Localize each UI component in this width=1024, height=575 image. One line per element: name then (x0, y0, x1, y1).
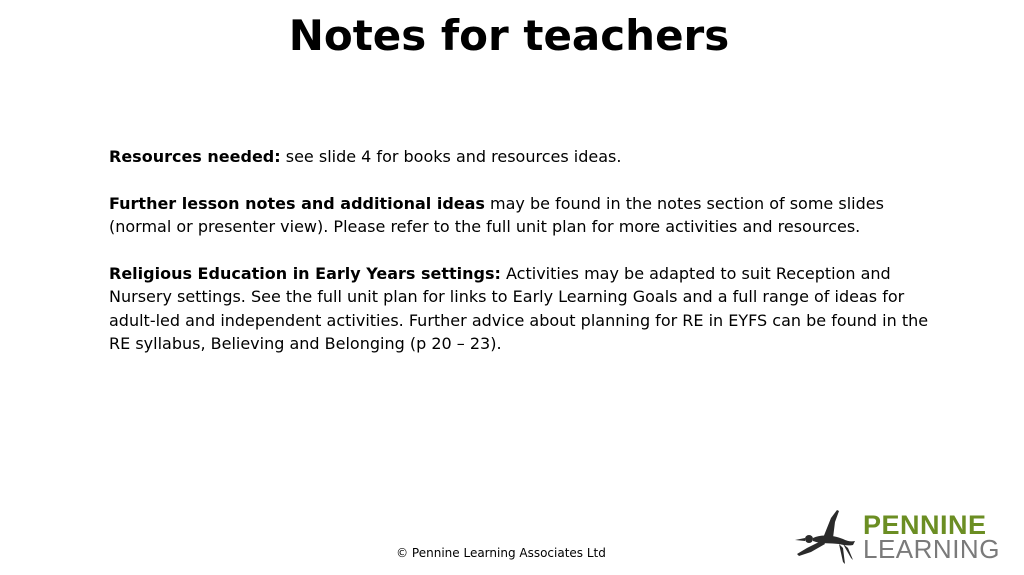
early-years-text: Activities may be adapted to suit Reception and Nursery settings. See the full unit plan for links to Early Learning Goals and a full range of ideas for adult-led and independent activities. Further advice about planning for RE in EYFS can be found in the RE syllabus, Believing and Belonging (p 20 – 23). (109, 264, 929, 354)
pennine-learning-logo (793, 508, 1015, 568)
resources-heading: Resources needed: (109, 147, 281, 166)
resources-text: see slide 4 for books and resources ideas. (280, 147, 622, 166)
logo-line-learning: LEARNING (863, 534, 1000, 564)
early-years-paragraph (109, 262, 929, 356)
flying-bird-icon (793, 508, 859, 568)
logo-line-pennine: PENNINE (863, 510, 987, 540)
footer-copyright: © Pennine Learning Associates Ltd (396, 546, 606, 560)
notes-body (109, 145, 929, 379)
further-notes-text: may be found in the notes section of some slides (normal or presenter view). Please refer to the full unit plan for more activities and resources. (109, 193, 884, 237)
resources-paragraph (109, 145, 929, 168)
page-title: Notes for teachers (288, 11, 730, 60)
early-years-heading: Religious Education in Early Years settings: (109, 264, 501, 283)
further-notes-paragraph (109, 192, 929, 239)
further-notes-heading: Further lesson notes and additional ideas (109, 193, 485, 213)
